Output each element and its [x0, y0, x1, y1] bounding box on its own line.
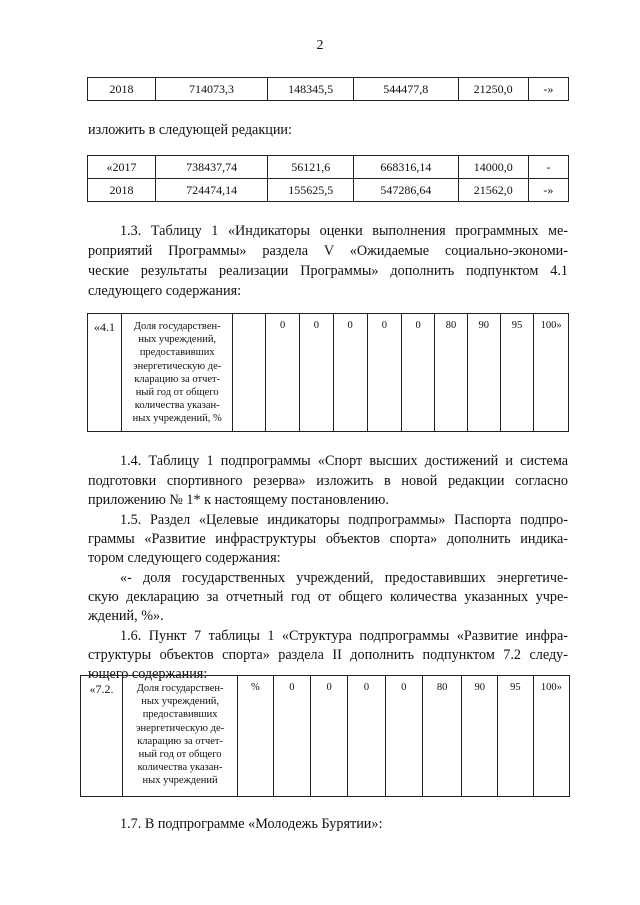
- indicator-table-7-2: [80, 675, 570, 797]
- table-cell: 100»: [533, 676, 569, 797]
- paragraph-line: 1.7. В подпрограмме «Молодежь Бурятии»:: [120, 816, 383, 832]
- table-cell: 95: [500, 314, 533, 432]
- row-number: «4.1: [88, 314, 122, 432]
- table-cell: 14000,0: [458, 156, 528, 179]
- table-cell: 0: [273, 676, 310, 797]
- table-row: [88, 156, 569, 179]
- table-cell: 0: [333, 314, 367, 432]
- paragraph-line: тором следующего содержания:: [88, 550, 281, 566]
- table-cell: -»: [528, 179, 568, 202]
- paragraph-line: скую декларацию за отчетный год от общего количества указанных учре-: [88, 589, 568, 605]
- table-cell: 56121,6: [268, 156, 354, 179]
- paragraph-line: 1.4. Таблицу 1 подпрограммы «Спорт высших достижений и система: [120, 453, 568, 469]
- table-cell: 738437,74: [155, 156, 267, 179]
- table-cell: 90: [462, 676, 498, 797]
- table-row: [88, 78, 569, 101]
- unit-cell: [233, 314, 266, 432]
- indicator-table-4-1: [87, 313, 569, 432]
- table-cell: 21250,0: [458, 78, 528, 101]
- paragraph-line: следующего содержания:: [88, 283, 242, 299]
- table-cell: 544477,8: [354, 78, 458, 101]
- table-cell: 80: [435, 314, 467, 432]
- table-cell: 0: [266, 314, 300, 432]
- page-number: 2: [316, 38, 324, 53]
- table-cell: 90: [467, 314, 500, 432]
- table-cell: 80: [422, 676, 461, 797]
- paragraph-line: приложению № 1* к настоящему постановлению.: [88, 492, 389, 508]
- table-cell: 21562,0: [458, 179, 528, 202]
- table-cell: 724474,14: [155, 179, 267, 202]
- paragraph-line: ющего содержания:: [88, 666, 208, 682]
- table-cell: 0: [300, 314, 333, 432]
- table-cell: 714073,3: [155, 78, 267, 101]
- table-cell: 0: [367, 314, 401, 432]
- table-cell: 2018: [88, 179, 156, 202]
- table-cell: 0: [401, 314, 434, 432]
- financing-table-new: [87, 155, 569, 202]
- table-cell: 668316,14: [354, 156, 459, 179]
- table-cell: 0: [311, 676, 348, 797]
- table-cell: -»: [528, 78, 568, 101]
- table-cell: 0: [348, 676, 385, 797]
- paragraph-line: 1.3. Таблицу 1 «Индикаторы оценки выполнения программных ме-: [120, 223, 568, 239]
- intro-text: изложить в следующей редакции:: [88, 122, 292, 138]
- paragraph-line: 1.6. Пункт 7 таблицы 1 «Структура подпрограммы «Развитие инфра-: [120, 628, 568, 644]
- paragraph-line: роприятий Программы» раздела V «Ожидаемые социально-экономи-: [88, 243, 568, 259]
- indicator-description: Доля государствен- ных учреждений, предоставивших энергетическую де- кларацию за отчет- ный год от общего количества указан- ных учреждений: [123, 676, 238, 797]
- table-cell: -: [528, 156, 568, 179]
- table-cell: 95: [498, 676, 534, 797]
- financing-table-old: [87, 77, 569, 101]
- table-cell: 155625,5: [268, 179, 354, 202]
- paragraph-line: 1.5. Раздел «Целевые индикаторы подпрограммы» Паспорта подпро-: [120, 512, 568, 528]
- table-cell: 100»: [534, 314, 569, 432]
- row-number: «7.2.: [81, 676, 123, 797]
- unit-cell: %: [238, 676, 274, 797]
- paragraph-line: «- доля государственных учреждений, предоставивших энергетиче-: [120, 570, 568, 586]
- table-row: [81, 676, 570, 797]
- table-cell: «2017: [88, 156, 156, 179]
- table-cell: 0: [385, 676, 422, 797]
- paragraph-line: структуры объектов спорта» раздела II дополнить подпунктом 7.2 следу-: [88, 647, 568, 663]
- table-row: [88, 314, 569, 432]
- table-cell: 547286,64: [354, 179, 459, 202]
- table-row: [88, 179, 569, 202]
- table-cell: 148345,5: [268, 78, 354, 101]
- indicator-description: Доля государствен- ных учреждений, предоставивших энергетическую де- кларацию за отчет- ный год от общего количества указан- ных учреждений, %: [121, 314, 233, 432]
- paragraph-line: подготовки спортивного резерва» изложить в новой редакции согласно: [88, 473, 568, 489]
- paragraph-line: граммы «Развитие инфраструктуры объектов спорта» дополнить индика-: [88, 531, 568, 547]
- paragraph-line: ждений, %».: [88, 608, 164, 624]
- paragraph-line: ческие результаты реализации Программы» дополнить подпунктом 4.1: [88, 263, 568, 279]
- table-cell: 2018: [88, 78, 156, 101]
